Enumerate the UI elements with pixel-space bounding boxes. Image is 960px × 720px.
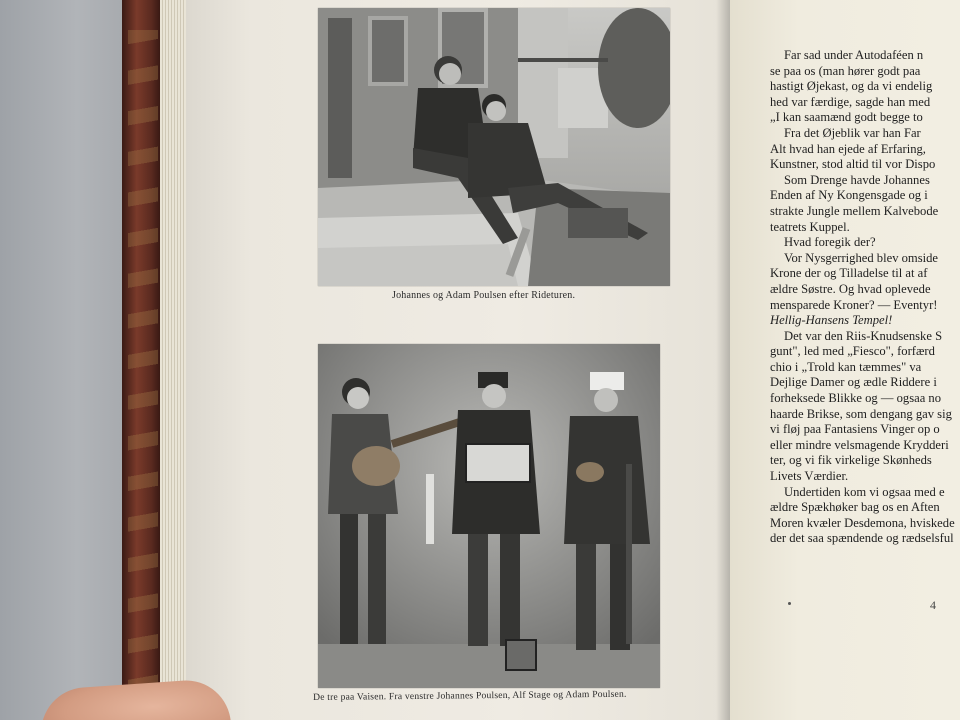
text-line: strakte Jungle mellem Kalvebodе <box>770 203 939 218</box>
table-surface <box>0 0 140 720</box>
text-line: Hellig-Hansens Tempel! <box>770 313 893 328</box>
text-line: Hvad foregik der? <box>784 235 876 250</box>
page-ornament <box>788 602 791 605</box>
text-line: Vor Nysgerrighed blev omside <box>784 250 939 265</box>
text-line: Som Drenge havde Johannes <box>784 172 930 187</box>
text-line: Undertiden kom vi ogsaa med e <box>784 484 945 499</box>
photo-three-musicians <box>318 344 660 688</box>
text-line: ældre Spækhøker bag os en Aften <box>770 500 940 515</box>
photo-two-men-on-steps <box>318 8 670 286</box>
text-line: der det saa spændende og rædselsful <box>770 531 954 546</box>
text-line: Enden af Ny Kongensgade og i <box>770 188 928 203</box>
text-line: „I kan saamænd godt begge to <box>770 110 923 125</box>
text-line: mensparede Kroner? — Eventyr! <box>770 297 938 312</box>
text-line: Krone der og Tilladelse til at af <box>770 266 928 281</box>
text-line: Far sad under Autodaféen n <box>784 48 924 62</box>
text-line: Fra det Øjeblik var han Far <box>784 125 921 140</box>
text-line: ældre Søstre. Og hvad oplevede <box>770 281 931 296</box>
text-line: haarde Brikse, som dengang gav sig <box>770 406 952 421</box>
text-line: ter, og vi fik virkelige Skønheds <box>770 453 932 468</box>
cover-marbling <box>128 30 158 690</box>
text-line: vi fløj paa Fantasiens Vinger op o <box>770 422 940 437</box>
text-line: hed var færdige, sagde han med <box>770 94 931 109</box>
text-line: Det var den Riis-Knudsenske S <box>784 328 943 343</box>
photo-caption: Johannes og Adam Poulsen efter Rideturen. <box>392 290 576 301</box>
text-line: Livets Værdier. <box>770 469 849 484</box>
text-line: chio i „Trold kan tæmmes" va <box>770 359 922 374</box>
text-line: Moren kvæler Desdemona, hviskede <box>770 515 955 530</box>
text-line: forheksede Blikke og — ogsaa no <box>770 391 942 406</box>
text-line: Dejlige Damer og ædle Riddere i <box>770 375 937 390</box>
text-line: se paa os (man hører godt paa <box>770 63 921 78</box>
text-line: gunt", led med „Fiesco", forfærd <box>770 344 935 359</box>
text-line: eller mindre velsmagende Krydderi <box>770 437 949 452</box>
page-number: 4 <box>930 598 936 612</box>
text-line: Kunstner, stod altid til vor Dispo <box>770 157 936 172</box>
text-line: teatrets Kuppel. <box>770 219 850 234</box>
photo-caption: De tre paa Vaisen. Fra venstre Johannes Poulsen, Alf Stage og Adam Poulsen. <box>313 688 627 703</box>
text-line: hastigt Øjekast, og da vi endelig <box>770 79 933 94</box>
right-page-text <box>770 48 960 547</box>
text-line: Alt hvad han ejede af Erfaring, <box>770 141 926 156</box>
